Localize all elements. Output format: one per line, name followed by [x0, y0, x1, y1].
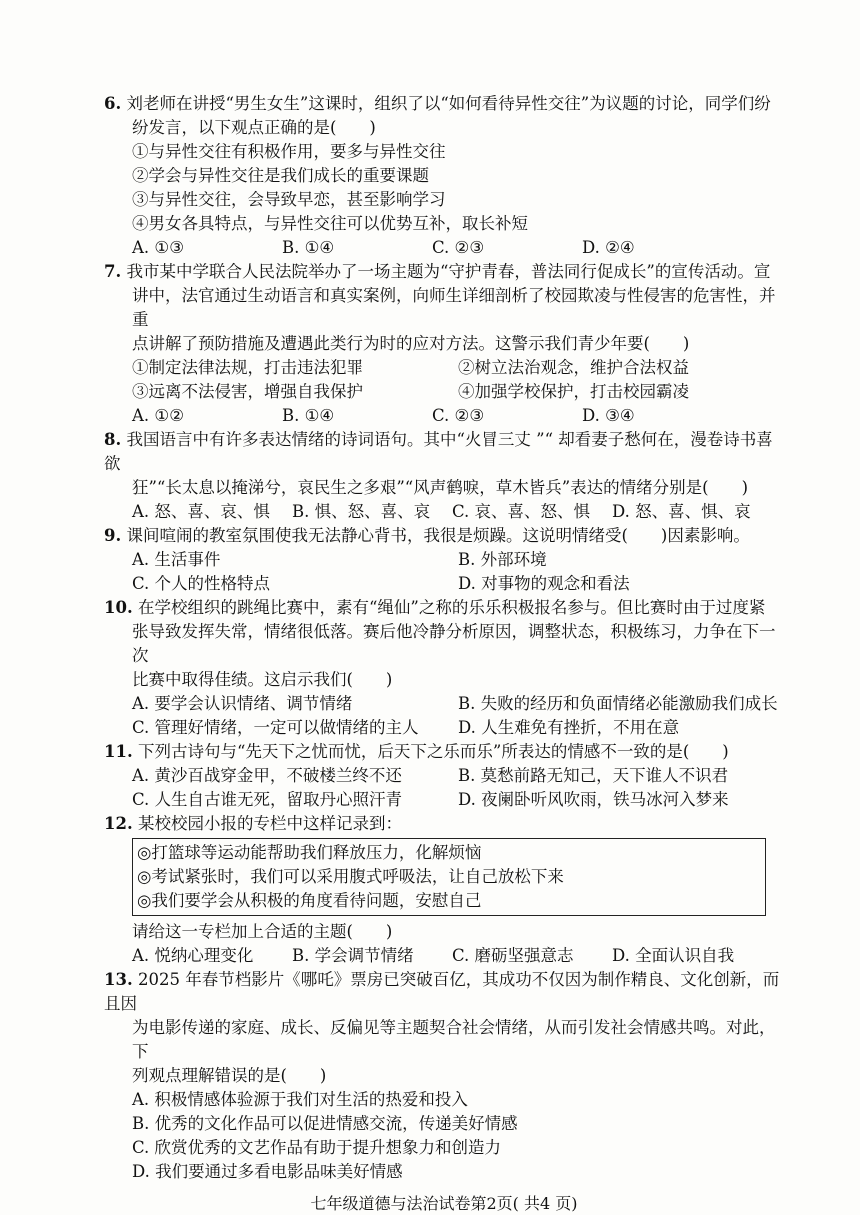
- option-d: D. 夜阑卧听风吹雨，铁马冰河入梦来: [458, 790, 729, 809]
- statement: ③与异性交往，会导致早恋，甚至影响学习: [132, 190, 446, 209]
- option-row: [104, 788, 784, 812]
- question-number: 8.: [104, 430, 122, 449]
- question-8: [104, 428, 784, 524]
- question-number: 7.: [104, 262, 122, 281]
- page-footer: 七年级道德与法治试卷第2页( 共4 页): [310, 1194, 578, 1213]
- option-a: A. ①②: [132, 406, 184, 425]
- question-stem-line: 刘老师在讲授“男生女生”这课时，组织了以“如何看待异性交往”为议题的讨论，同学们纷: [126, 94, 771, 113]
- option-d: D. ③④: [582, 406, 635, 425]
- option-row: [104, 572, 784, 596]
- option-a: A. 悦纳心理变化: [132, 946, 254, 965]
- option-d: D. ②④: [582, 238, 635, 257]
- question-7: [104, 260, 784, 428]
- question-stem-line: 讲中，法官通过生动语言和真实案例，向师生详细剖析了校园欺凌与性侵害的危害性，并重: [132, 286, 776, 329]
- question-6: [104, 92, 784, 260]
- option-d: D. 怒、喜、惧、哀: [612, 502, 751, 521]
- option-c: C. 个人的性格特点: [132, 574, 271, 593]
- option-row: [104, 236, 784, 260]
- option-row: [104, 944, 784, 968]
- statement: ②树立法治观念，维护合法权益: [458, 358, 689, 377]
- question-stem-line: 狂”“长太息以掩涕兮，哀民生之多艰”“风声鹤唳，草木皆兵”表达的情绪分别是( ): [132, 478, 749, 497]
- option-a: A. 怒、喜、哀、惧: [132, 502, 270, 521]
- option-d: D. 全面认识自我: [612, 946, 735, 965]
- option-b: B. 外部环境: [458, 550, 547, 569]
- question-stem-line: 点讲解了预防措施及遭遇此类行为时的应对方法。这警示我们青少年要( ): [132, 334, 690, 353]
- statement: ①与异性交往有积极作用，要多与异性交往: [132, 142, 446, 161]
- question-stem-line: 某校校园小报的专栏中这样记录到：: [137, 814, 402, 833]
- option-row: [104, 500, 784, 524]
- option-c: C. 管理好情绪，一定可以做情绪的主人: [132, 718, 419, 737]
- option-row: [104, 764, 784, 788]
- option-b: B. 学会调节情绪: [292, 946, 414, 965]
- question-13: [104, 968, 784, 1184]
- question-number: 12.: [104, 814, 133, 833]
- option-row: [104, 716, 784, 740]
- statement: ③远离不法侵害，增强自我保护: [132, 382, 363, 401]
- option-b: B. 莫愁前路无知己，天下谁人不识君: [458, 766, 729, 785]
- question-stem-line: 2025 年春节档影片《哪吒》票房已突破百亿，其成功不仅因为制作精良、文化创新，而且因: [104, 970, 780, 1013]
- option-a: A. ①③: [132, 238, 184, 257]
- question-10: [104, 596, 784, 740]
- option-b: B. ①④: [282, 406, 335, 425]
- record-line: ◎我们要学会从积极的角度看待问题，安慰自己: [137, 891, 482, 910]
- option-b: B. 优秀的文化作品可以促进情感交流，传递美好情感: [132, 1114, 518, 1133]
- option-c: C. 人生自古谁无死，留取丹心照汗青: [132, 790, 403, 809]
- question-number: 10.: [104, 598, 133, 617]
- question-stem-line: 下列古诗句与“先天下之忧而忧，后天下之乐而乐”所表达的情感不一致的是( ): [137, 742, 729, 761]
- question-stem-line: 为电影传递的家庭、成长、反偏见等主题契合社会情绪，从而引发社会情感共鸣。对此，下: [132, 1018, 776, 1061]
- option-row: [104, 692, 784, 716]
- statement: ④男女各具特点，与异性交往可以优势互补，取长补短: [132, 214, 528, 233]
- statement: ①制定法律法规，打击违法犯罪: [132, 358, 363, 377]
- option-c: C. ②③: [432, 406, 485, 425]
- option-d: D. 对事物的观念和看法: [458, 574, 630, 593]
- statement: ②学会与异性交往是我们成长的重要课题: [132, 166, 429, 185]
- option-b: B. ①④: [282, 238, 335, 257]
- option-b: B. 惧、怒、喜、哀: [292, 502, 431, 521]
- question-stem-line: 列观点理解错误的是( ): [132, 1066, 327, 1085]
- question-list: [104, 92, 784, 1216]
- question-prompt: 请给这一专栏加上合适的主题( ): [132, 922, 393, 941]
- option-d: D. 人生难免有挫折，不用在意: [458, 718, 680, 737]
- question-number: 13.: [104, 970, 133, 989]
- question-number: 9.: [104, 526, 122, 545]
- question-stem-line: 我市某中学联合人民法院举办了一场主题为“守护青春，普法同行促成长”的宣传活动。宣: [126, 262, 771, 281]
- column-record-box: [132, 838, 766, 916]
- question-9: [104, 524, 784, 596]
- option-c: C. 哀、喜、怒、惧: [452, 502, 591, 521]
- question-stem-line: 在学校组织的跳绳比赛中，素有“绳仙”之称的乐乐积极报名参与。但比赛时由于过度紧: [137, 598, 766, 617]
- option-c: C. ②③: [432, 238, 485, 257]
- question-stem-line: 纷发言，以下观点正确的是( ): [132, 118, 376, 137]
- option-d: D. 我们要通过多看电影品味美好情感: [132, 1162, 403, 1181]
- question-stem-line: 比赛中取得佳绩。这启示我们( ): [132, 670, 393, 689]
- statement-row: [104, 356, 784, 380]
- option-a: A. 积极情感体验源于我们对生活的热爱和投入: [132, 1090, 468, 1109]
- option-b: B. 失败的经历和负面情绪必能激励我们成长: [458, 694, 778, 713]
- question-11: [104, 740, 784, 812]
- question-stem-line: 课间喧闹的教室氛围使我无法静心背书，我很是烦躁。这说明情绪受( )因素影响。: [126, 526, 750, 545]
- option-c: C. 磨砺坚强意志: [452, 946, 574, 965]
- question-number: 6.: [104, 94, 122, 113]
- question-stem-line: 张导致发挥失常，情绪很低落。赛后他冷静分析原因，调整状态，积极练习，力争在下一次: [132, 622, 776, 665]
- option-row: [104, 548, 784, 572]
- statement-row: [104, 380, 784, 404]
- question-stem-line: 我国语言中有许多表达情绪的诗词语句。其中“火冒三丈 ”“ 却看妻子愁何在，漫卷诗书喜欲: [104, 430, 773, 473]
- option-a: A. 黄沙百战穿金甲，不破楼兰终不还: [132, 766, 402, 785]
- record-line: ◎考试紧张时，我们可以采用腹式呼吸法，让自己放松下来: [137, 867, 564, 886]
- record-line: ◎打篮球等运动能帮助我们释放压力，化解烦恼: [137, 843, 482, 862]
- question-12: [104, 812, 784, 968]
- option-a: A. 要学会认识情绪、调节情绪: [132, 694, 353, 713]
- option-a: A. 生活事件: [132, 550, 221, 569]
- option-c: C. 欣赏优秀的文艺作品有助于提升想象力和创造力: [132, 1138, 502, 1157]
- option-row: [104, 404, 784, 428]
- question-number: 11.: [104, 742, 133, 761]
- statement: ④加强学校保护，打击校园霸凌: [458, 382, 689, 401]
